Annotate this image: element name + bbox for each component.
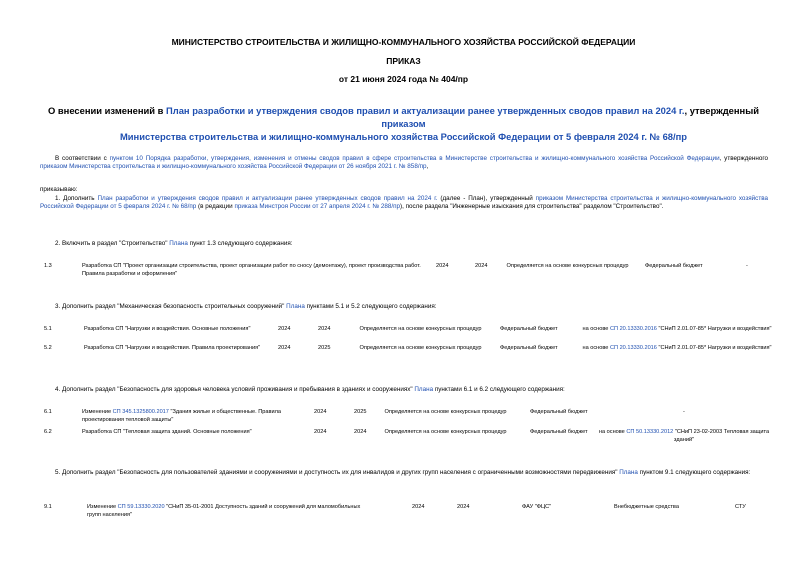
basis-text: "СНиП 2.01.07-85* Нагрузки и воздействия": [656, 326, 772, 332]
row-executor: Определяется на основе конкурсных процедур: [384, 409, 507, 415]
item3-link-plan[interactable]: Плана: [286, 303, 305, 310]
name-text: "Здания жилые и общественные. Правила проектирования тепловой защиты": [82, 409, 281, 423]
item-text: 4. Дополнить раздел "Безопасность для здоровья человека условий проживания и пребывания в зданиях и сооружениях": [55, 386, 415, 393]
row-funding: Внебюджетные средства: [614, 504, 679, 510]
row-year-start: 2024: [278, 345, 291, 351]
row-basis: [598, 429, 770, 444]
item2-link-plan[interactable]: Плана: [169, 240, 188, 247]
item-text: пунктами 6.1 и 6.2 следующего содержания:: [433, 386, 565, 393]
row-year-end: 2025: [318, 345, 331, 351]
row-year-start: 2024: [314, 429, 327, 435]
row-funding: Федеральный бюджет: [500, 326, 558, 332]
row-number: 1.3: [44, 263, 52, 269]
row-year-start: 2024: [314, 409, 327, 415]
basis-link-sp20[interactable]: СП 20.13330.2016: [609, 345, 657, 351]
document-type: ПРИКАЗ: [386, 56, 421, 66]
item-text: пункт 1.3 следующего содержания:: [187, 240, 293, 247]
item-text: пунктом 9.1 следующего содержания:: [637, 469, 751, 476]
document-title: [40, 104, 767, 143]
row-executor: Определяется на основе конкурсных процедур: [384, 429, 507, 435]
row-number: 5.2: [44, 345, 52, 351]
row-basis: [582, 345, 772, 353]
title-text: О внесении изменений в: [48, 105, 167, 116]
item-3: [55, 303, 437, 311]
preamble-link-procedure[interactable]: пунктом 10 Порядка разработки, утверждения, изменения и отмены сводов правил в сфере строительства в Министерстве строительства и жилищно-коммунального хозяйства Российской Федерации: [109, 155, 720, 162]
item1-link-order-68[interactable]: приказом Министерства строительства и жилищно-коммунального хозяйства Российской Федерации от 5 февраля 2024 г. № 68/пр: [40, 195, 768, 211]
row-basis: [582, 326, 772, 334]
title-link-order[interactable]: приказом: [381, 118, 426, 129]
row-year-end: 2024: [475, 263, 488, 269]
row-executor: Определяется на основе конкурсных процедур: [506, 263, 629, 269]
row-year-end: 2024: [318, 326, 331, 332]
preamble-text: В соответствии с: [55, 155, 110, 162]
item1-link-plan[interactable]: План разработки и утверждения сводов правил и актуализации ранее утвержденных сводов правил на 2024 г.: [97, 195, 438, 202]
row-funding: Федеральный бюджет: [500, 345, 558, 351]
item-1: [40, 195, 768, 212]
preamble-text: , утвержденного: [719, 155, 768, 162]
row-basis: -: [746, 263, 748, 269]
row-name: Разработка СП "Нагрузки и воздействия. Основные положения": [84, 326, 251, 332]
row-year-end: 2024: [354, 429, 367, 435]
item-text: 1. Дополнить: [55, 195, 98, 202]
basis-link-sp20[interactable]: СП 20.13330.2016: [609, 326, 657, 332]
row-year-start: 2024: [278, 326, 291, 332]
name-text: Изменение: [82, 409, 113, 415]
row-executor: ФАУ "ФЦС": [522, 504, 552, 510]
row-year-end: 2024: [457, 504, 470, 510]
row-basis: -: [683, 409, 685, 415]
row-name: Разработка СП "Нагрузки и воздействия. Правила проектирования": [84, 345, 261, 351]
basis-text: "СНиП 2.01.07-85* Нагрузки и воздействия": [656, 345, 772, 351]
ministry-heading: МИНИСТЕРСТВО СТРОИТЕЛЬСТВА И ЖИЛИЩНО-КОММУНАЛЬНОГО ХОЗЯЙСТВА РОССИЙСКОЙ ФЕДЕРАЦИИ: [171, 37, 636, 47]
row-executor: Определяется на основе конкурсных процедур: [359, 326, 482, 332]
item5-link-plan[interactable]: Плана: [619, 469, 638, 476]
item1-link-order-288[interactable]: приказа Минстроя России от 27 апреля 2024 г. № 288/пр: [234, 203, 401, 211]
row-name: [82, 409, 300, 424]
row-basis: СТУ: [735, 504, 746, 510]
preamble-text: ,: [426, 163, 429, 171]
row-name: Разработка СП "Тепловая защита зданий. Основные положения": [82, 429, 252, 435]
row-number: 6.1: [44, 409, 52, 415]
basis-link-sp50[interactable]: СП 50.13330.2012: [626, 429, 674, 435]
row-executor: Определяется на основе конкурсных процедур: [359, 345, 482, 351]
title-text: , утвержденный: [684, 105, 759, 116]
row-number: 5.1: [44, 326, 52, 332]
row-name: Разработка СП "Проект организации строительства, проект организации работ по сносу (демонтажу), проект производства работ. Правила разработки и оформления": [82, 263, 421, 277]
item-text: (далее - План), утвержденный: [437, 195, 536, 202]
item-text: пунктами 5.1 и 5.2 следующего содержания:: [304, 303, 437, 310]
item-text: 2. Включить в раздел "Строительство": [55, 240, 170, 247]
row-name: [87, 504, 362, 519]
order-word: приказываю:: [40, 186, 78, 193]
item-text: 3. Дополнить раздел "Механическая безопасность строительных сооружений": [55, 303, 287, 310]
name-text: "СНиП 35-01-2001 Доступность зданий и сооружений для маломобильных групп населения": [87, 504, 361, 518]
preamble: [40, 155, 768, 172]
row-year-start: 2024: [412, 504, 425, 510]
row-funding: Федеральный бюджет: [530, 409, 588, 415]
row-year-end: 2025: [354, 409, 367, 415]
name-link-sp345[interactable]: СП 345.1325800.2017: [112, 409, 169, 415]
item-2: [55, 240, 293, 248]
item-text: ), после раздела "Инженерные изыскания для строительства" разделом "Строительство".: [400, 203, 664, 211]
item-text: (в редакции: [196, 203, 235, 211]
basis-text: на основе: [582, 345, 610, 351]
preamble-link-order-858[interactable]: приказом Министерства строительства и жилищно-коммунального хозяйства Российской Федерации от 26 ноября 2021 г. № 858/пр: [40, 163, 427, 171]
name-link-sp59[interactable]: СП 59.13330.2020: [117, 504, 165, 510]
basis-text: на основе: [582, 326, 610, 332]
row-number: 6.2: [44, 429, 52, 435]
basis-text: "СНиП 23-02-2003 Тепловая защита зданий": [673, 429, 770, 443]
item-5: [40, 469, 768, 477]
row-funding: Федеральный бюджет: [530, 429, 588, 435]
title-link-plan[interactable]: План разработки и утверждения сводов правил и актуализации ранее утвержденных сводов правил на 2024 г.: [166, 105, 685, 116]
document-date-number: от 21 июня 2024 года № 404/пр: [338, 74, 469, 84]
name-text: Изменение: [87, 504, 118, 510]
basis-text: на основе: [598, 429, 627, 435]
item-text: 5. Дополнить раздел "Безопасность для пользователей зданиями и сооружениями и доступность их для инвалидов и других групп населения с ограниченными возможностями передвижения": [55, 469, 620, 476]
item4-link-plan[interactable]: Плана: [414, 386, 434, 393]
row-number: 9.1: [44, 504, 52, 510]
item-4: [55, 386, 565, 394]
title-link-ministry-order[interactable]: Министерства строительства и жилищно-коммунального хозяйства Российской Федерации от 5 февраля 2024 г. № 68/пр: [119, 131, 688, 142]
row-funding: Федеральный бюджет: [645, 263, 703, 269]
row-year-start: 2024: [436, 263, 449, 269]
